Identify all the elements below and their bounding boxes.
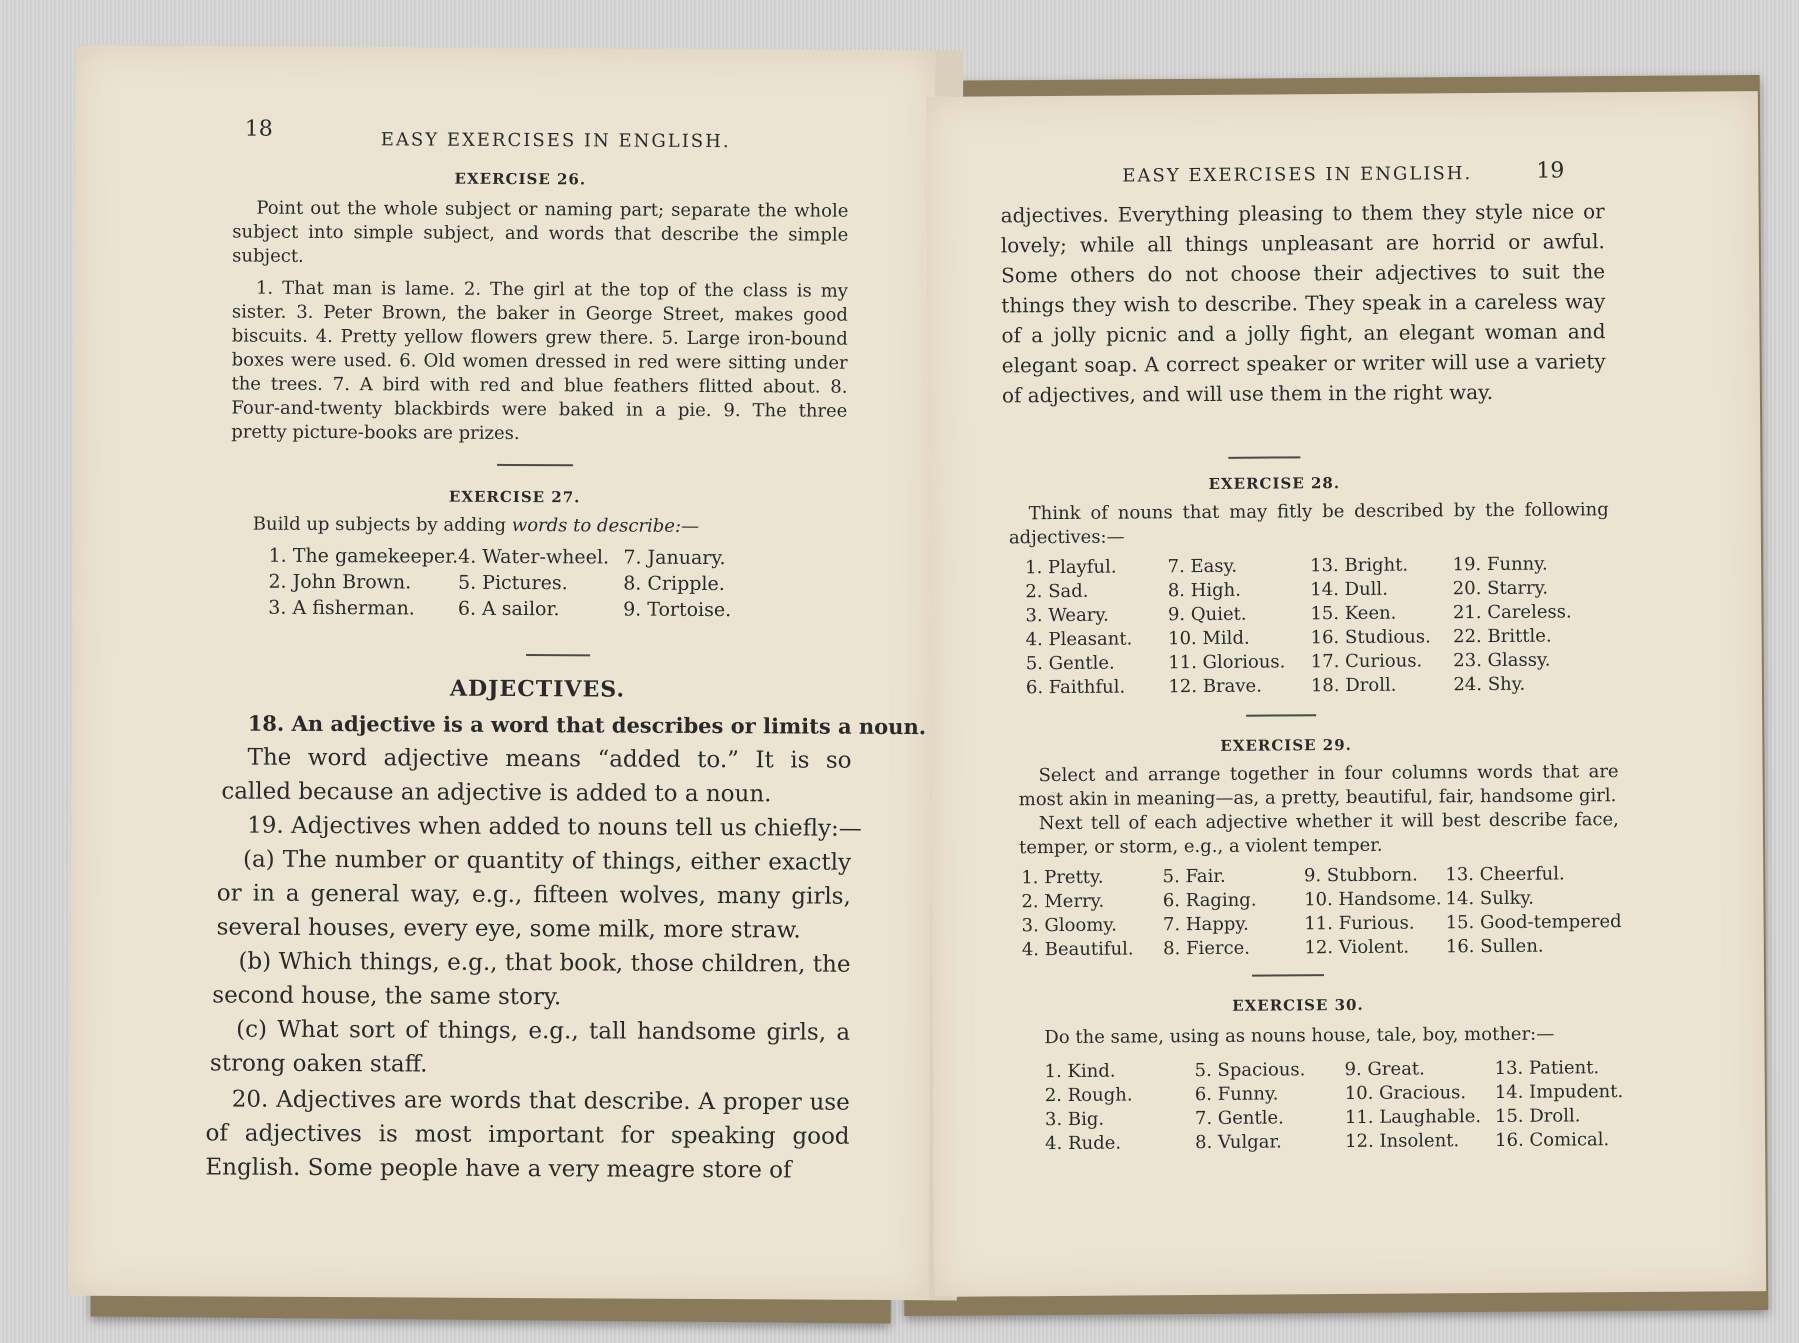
exercise-30-item: 10. Gracious. (1344, 1082, 1467, 1105)
paragraph-19a: (a) The number or quantity of things, either exactly or in a general way, e.g., fifteen wolves, many girls, several houses, every eye, some milk, more straw. (216, 846, 852, 944)
exercise-27-item: 9. Tortoise. (623, 598, 732, 622)
exercise-26-body: 1. That man is lame. 2. The girl at the top of the class is my sister. 3. Peter Brown, the baker in George Street, makes good biscuits. 4. Pretty yellow flowers grew there. 5. Large iron-bound boxes were used. 6. Old women dressed in red were sitting under the trees. 7. A bird with red and blue feathers flitted about. 8. Four-and-twenty blackbirds were baked in a pie. 9. The three pretty picture-books are prizes. (231, 277, 849, 445)
exercise-29-item: 13. Cheerful. (1445, 863, 1565, 886)
exercise-28-title: EXERCISE 28. (1208, 474, 1341, 493)
exercise-27-item: 7. January. (623, 546, 726, 570)
exercise-26-title: EXERCISE 26. (454, 169, 587, 189)
exercise-27-item: 6. A sailor. (457, 597, 560, 621)
exercise-28-item: 16. Studious. (1310, 626, 1431, 649)
exercise-30-list (1045, 1056, 1646, 1156)
exercise-29-item: 6. Raging. (1162, 889, 1257, 912)
exercise-30-item: 7. Gentle. (1194, 1107, 1284, 1130)
paragraph-20: 20. Adjectives are words that describe. A proper use of adjectives is most important for speaking good English. Some people have a very meagre store of (205, 1086, 850, 1184)
exercise-28-item: 13. Bright. (1310, 554, 1409, 577)
exercise-29-item: 9. Stubborn. (1303, 864, 1418, 887)
exercise-28-item: 2. Sad. (1025, 580, 1089, 603)
adjectives-heading: ADJECTIVES. (449, 675, 626, 703)
exercise-28-item: 5. Gentle. (1025, 652, 1115, 675)
exercise-29-instruction: Select and arrange together in four columns words that are most akin in meaning—as, a pretty, beautiful, fair, handsome girl. (1018, 761, 1619, 811)
exercise-28-item: 11. Glorious. (1168, 651, 1286, 674)
left-running-header: EASY EXERCISES IN ENGLISH. (380, 129, 731, 153)
exercise-27-item: 4. Water-wheel. (458, 545, 610, 569)
exercise-28-item: 10. Mild. (1168, 627, 1250, 650)
exercise-30-title: EXERCISE 30. (1232, 995, 1364, 1015)
paragraph-19: 19. Adjectives when added to nouns tell us chiefly:— (247, 812, 862, 842)
exercise-27-instruction-italic: words to describe:— (511, 514, 700, 537)
exercise-28-item: 19. Funny. (1452, 553, 1548, 576)
divider (497, 464, 573, 466)
exercise-30-item: 6. Funny. (1194, 1083, 1279, 1106)
exercise-27-item: 8. Cripple. (623, 572, 725, 596)
exercise-30-instruction: Do the same, using as nouns house, tale, boy, mother:— (1044, 1023, 1555, 1049)
paragraph-19b: (b) Which things, e.g., that book, those children, the second house, the same story. (212, 948, 851, 1011)
exercise-29-item: 12. Violent. (1304, 936, 1410, 959)
exercise-28-item: 14. Dull. (1310, 578, 1388, 601)
exercise-30-item: 11. Laughable. (1344, 1106, 1482, 1129)
left-page (69, 46, 964, 1301)
exercise-27-title: EXERCISE 27. (448, 487, 581, 507)
exercise-28-item: 21. Careless. (1452, 601, 1572, 624)
exercise-27-instruction (253, 513, 699, 539)
exercise-29-list (1021, 862, 1622, 962)
exercise-27-instruction-plain: Build up subjects by adding (252, 513, 512, 536)
exercise-28-item: 8. High. (1167, 579, 1242, 602)
divider (1228, 456, 1300, 459)
exercise-29-item: 10. Handsome. (1304, 888, 1442, 911)
exercise-28-item: 18. Droll. (1310, 674, 1397, 697)
exercise-28-item: 1. Playful. (1025, 556, 1117, 579)
exercise-28-item: 22. Brittle. (1453, 625, 1552, 648)
exercise-30-item: 2. Rough. (1044, 1084, 1133, 1107)
exercise-30-item: 15. Droll. (1494, 1105, 1581, 1127)
exercise-29-item: 1. Pretty. (1021, 866, 1104, 889)
exercise-30-item: 4. Rude. (1045, 1132, 1122, 1155)
exercise-28-item: 17. Curious. (1310, 650, 1423, 673)
exercise-27-list (268, 543, 788, 624)
exercise-27-item: 1. The gamekeeper. (268, 544, 459, 568)
exercise-29-item: 11. Furious. (1304, 912, 1415, 935)
exercise-30-item: 5. Spacious. (1194, 1059, 1306, 1082)
exercise-27-item: 2. John Brown. (268, 570, 412, 594)
exercise-29-item: 14. Sulky. (1445, 887, 1535, 910)
exercise-26-instruction: Point out the whole subject or naming part; separate the whole subject into simple subject, and words that describe the simple subject. (232, 197, 849, 267)
right-running-header: EASY EXERCISES IN ENGLISH. (1122, 163, 1473, 187)
right-page-number: 19 (1536, 158, 1565, 184)
exercise-28-item: 6. Faithful. (1025, 676, 1126, 699)
exercise-28-item: 9. Quiet. (1167, 603, 1247, 626)
divider (1252, 974, 1324, 977)
exercise-28-instruction: Think of nouns that may fitly be described by the following adjectives:— (1008, 499, 1609, 549)
exercise-29-item: 8. Fierce. (1163, 937, 1251, 960)
exercise-29-instruction-2: Next tell of each adjective whether it will best describe face, temper, or storm, e.g., a violent temper. (1018, 809, 1619, 859)
exercise-28-item: 20. Starry. (1452, 577, 1549, 600)
exercise-28-item: 3. Weary. (1025, 604, 1109, 627)
exercise-30-item: 8. Vulgar. (1195, 1131, 1282, 1154)
exercise-29-item: 3. Gloomy. (1021, 914, 1117, 937)
paragraph-18: 18. An adjective is a word that describes or limits a noun. (247, 710, 927, 740)
exercise-30-item: 3. Big. (1044, 1108, 1105, 1131)
exercise-28-item: 12. Brave. (1168, 675, 1262, 698)
paragraph-18-body: The word adjective means “added to.” It is so called because an adjective is added to a noun. (221, 744, 852, 808)
exercise-30-item: 9. Great. (1344, 1058, 1425, 1081)
exercise-27-item: 5. Pictures. (457, 571, 568, 595)
exercise-29-item: 7. Happy. (1162, 913, 1249, 936)
right-page (926, 91, 1766, 1297)
divider (526, 654, 590, 656)
exercise-30-item: 16. Comical. (1495, 1129, 1610, 1151)
divider (1246, 714, 1316, 716)
exercise-28-item: 4. Pleasant. (1025, 628, 1133, 651)
exercise-29-item: 15. Good-tempered (1445, 911, 1622, 934)
exercise-28-item: 24. Shy. (1453, 673, 1526, 696)
exercise-28-list (1025, 552, 1596, 700)
exercise-28-item: 15. Keen. (1310, 602, 1397, 625)
exercise-29-title: EXERCISE 29. (1220, 735, 1352, 755)
exercise-27-item: 3. A fisherman. (268, 596, 415, 620)
exercise-29-item: 5. Fair. (1162, 865, 1226, 888)
paragraph-19c: (c) What sort of things, e.g., tall handsome girls, a strong oaken staff. (209, 1016, 851, 1078)
exercise-30-item: 1. Kind. (1044, 1060, 1116, 1083)
exercise-28-item: 7. Easy. (1167, 555, 1238, 578)
exercise-30-item: 13. Patient. (1494, 1057, 1600, 1079)
exercise-29-item: 2. Merry. (1021, 890, 1105, 913)
right-continuation-text: adjectives. Everything pleasing to them they style nice or lovely; while all things unpleasant are horrid or awful. Some others do not choose their adjectives to suit the things they wish to describe. They speak in a careless way of a jolly picnic and a jolly fight, an elegant woman and elegant soap. A correct speaker or writer will use a variety of adjectives, and will use them in the right way. (1000, 199, 1606, 408)
exercise-28-item: 23. Glassy. (1453, 649, 1551, 672)
left-page-number: 18 (244, 116, 273, 142)
exercise-29-item: 4. Beautiful. (1021, 938, 1134, 961)
exercise-30-item: 14. Impudent. (1494, 1081, 1624, 1103)
exercise-30-item: 12. Insolent. (1345, 1130, 1460, 1153)
exercise-29-item: 16. Sullen. (1445, 935, 1544, 958)
